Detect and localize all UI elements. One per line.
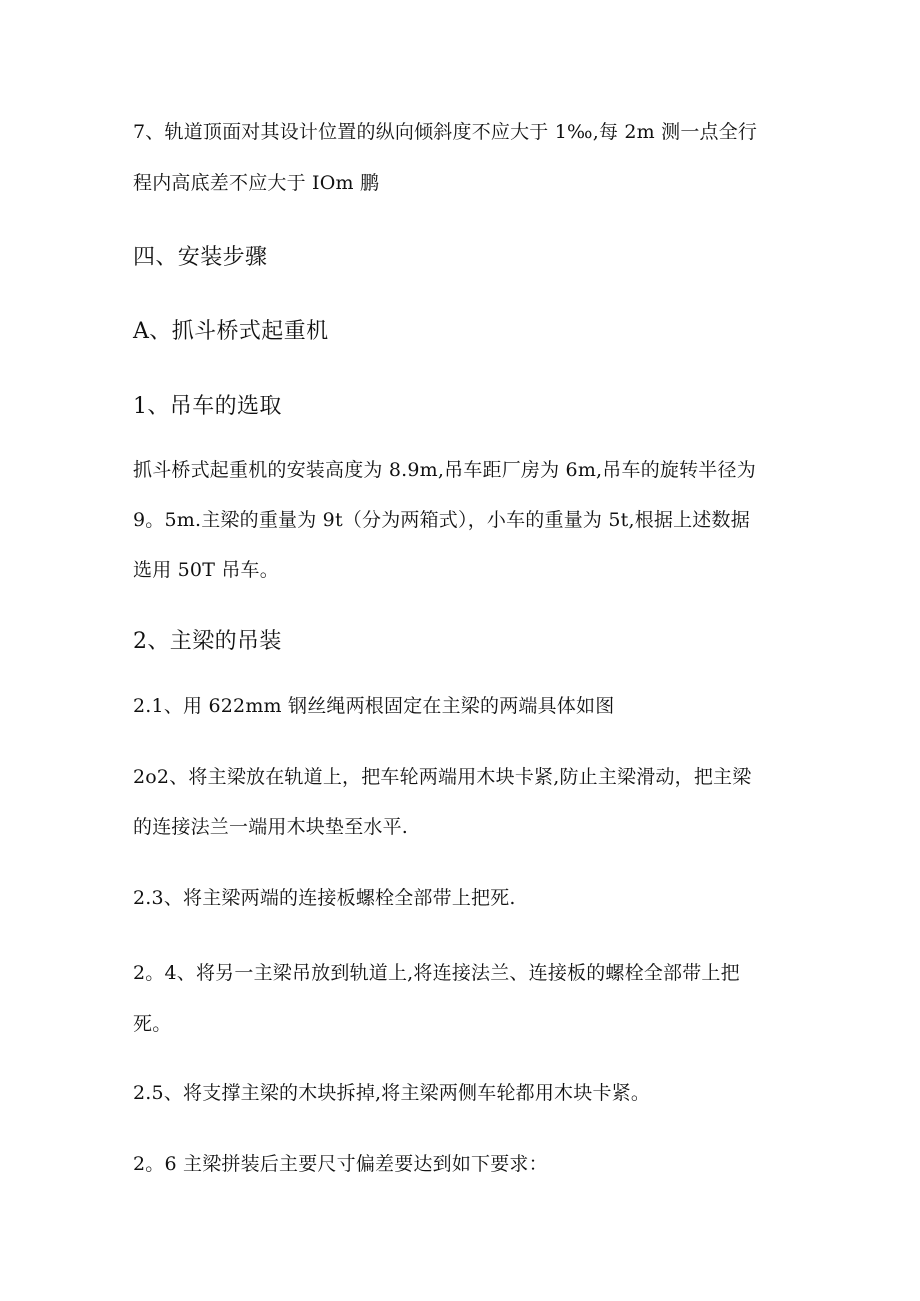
step-2-6: 2。6 主梁拼装后主要尺寸偏差要达到如下要求：: [133, 1153, 548, 1175]
subsection-heading: A、抓斗桥式起重机: [133, 319, 329, 344]
step-1-heading: 1、吊车的选取: [133, 394, 282, 419]
section-heading: 四、安装步骤: [133, 245, 268, 270]
step-2-5: 2.5、将支撑主梁的木块拆掉,将主梁两侧车轮都用木块卡紧。: [133, 1082, 651, 1104]
step-2-3: 2.3、将主梁两端的连接板螺栓全部带上把死.: [133, 887, 516, 909]
step-2-2-line-2: 的连接法兰一端用木块垫至水平.: [133, 816, 409, 838]
step-1-paragraph-line-2: 9。5m.主梁的重量为 9t（分为两箱式），小车的重量为 5t,根据上述数据: [133, 509, 750, 531]
item-7-line-1: 7、轨道顶面对其设计位置的纵向倾斜度不应大于 1‰,每 2m 测一点全行: [133, 121, 758, 143]
step-2-4-line-1: 2。4、将另一主梁吊放到轨道上,将连接法兰、连接板的螺栓全部带上把: [133, 962, 740, 984]
step-2-2-line-1: 2o2、将主梁放在轨道上，把车轮两端用木块卡紧,防止主梁滑动，把主梁: [133, 766, 752, 788]
item-7-line-2: 程内高底差不应大于 IOm 鹏: [133, 172, 380, 194]
step-1-paragraph-line-1: 抓斗桥式起重机的安装高度为 8.9m,吊车距厂房为 6m,吊车的旋转半径为: [133, 459, 756, 481]
step-2-heading: 2、主梁的吊装: [133, 629, 282, 654]
step-2-1: 2.1、用 622mm 钢丝绳两根固定在主梁的两端具体如图: [133, 695, 615, 717]
step-2-4-line-2: 死。: [133, 1013, 172, 1035]
step-1-paragraph-line-3: 选用 50T 吊车。: [133, 559, 279, 581]
